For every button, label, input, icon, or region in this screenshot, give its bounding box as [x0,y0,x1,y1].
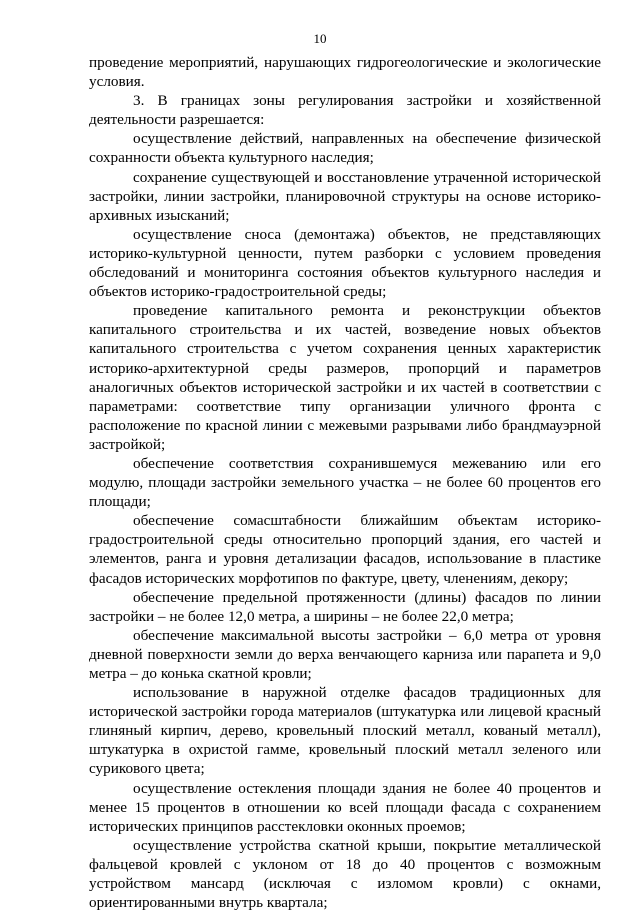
paragraph-historic-restoration: сохранение существующей и восстановление утраченной исторической застройки, линии застройки, планировочной структуры на основе историко-архивных изысканий; [89,168,601,224]
paragraph-max-height: обеспечение максимальной высоты застройки – 6,0 метра от уровня дневной поверхности земли до верха венчающего карниза или парапета и 9,0 метра – до конька скатной кровли; [89,626,601,682]
document-body [89,53,601,912]
paragraph-facade-length: обеспечение предельной протяженности (длины) фасадов по линии застройки – не более 12,0 метра, а ширины – не более 22,0 метра; [89,588,601,625]
paragraph-continuation: проведение мероприятий, нарушающих гидрогеологические и экологические условия. [89,54,601,91]
paragraph-section-3-heading: 3. В границах зоны регулирования застройки и хозяйственной деятельности разрешается: [89,92,601,129]
paragraph-materials: использование в наружной отделке фасадов традиционных для исторической застройки города материалов (штукатурка или лицевой красный глиняный кирпич, дерево, кровельный плоский металл, кованый металл), штукатурка в охристой гамме, кровельный плоский металл зеленого или сурикового цвета; [89,684,601,778]
paragraph-roof: осуществление устройства скатной крыши, покрытие металлической фальцевой кровлей с уклоном от 18 до 40 процентов с возможным устройством мансард (исключая с изломом кровли) с окнами, ориентированными внутрь квартала; [89,836,601,912]
paragraph-physical-preservation: осуществление действий, направленных на обеспечение физической сохранности объекта культурного наследия; [89,130,601,167]
paragraph-scale-conformity: обеспечение сомасштабности ближайшим объектам историко-градостроительной среды относительно пропорций здания, его частей и элементов, ранга и уровня детализации фасадов, использование в пластике фасадов исторических морфотипов по фактуре, цвету, членениям, декору; [89,512,601,587]
paragraph-capital-repair: проведение капитального ремонта и реконструкции объектов капитального строительства и их частей, возведение новых объектов капитального строительства с учетом сохранения ценных характеристик историко-архитектурной среды размеров, пропорций и параметров аналогичных объектов исторической застройки и их частей в соответствии с параметрами: соответствие типу организации уличного фронта с расположение по красной линии с межевыми разрывами либо брандмауэрной застройкой; [89,302,601,453]
page-number: 10 [313,31,327,46]
paragraph-demolition: осуществление сноса (демонтажа) объектов, не представляющих историко-культурной ценности, путем разборки с условием проведения обследований и мониторинга состояния объектов культурного наследия и объектов историко-градостроительной среды; [89,225,601,301]
paragraph-glazing: осуществление остекления площади здания не более 40 процентов и менее 15 процентов в отношении ко всей площади фасада с сохранением исторических принципов расстекловки оконных проемов; [89,779,601,835]
paragraph-land-survey: обеспечение соответствия сохранившемуся межеванию или его модулю, площади застройки земельного участка – не более 60 процентов его площади; [89,454,601,511]
